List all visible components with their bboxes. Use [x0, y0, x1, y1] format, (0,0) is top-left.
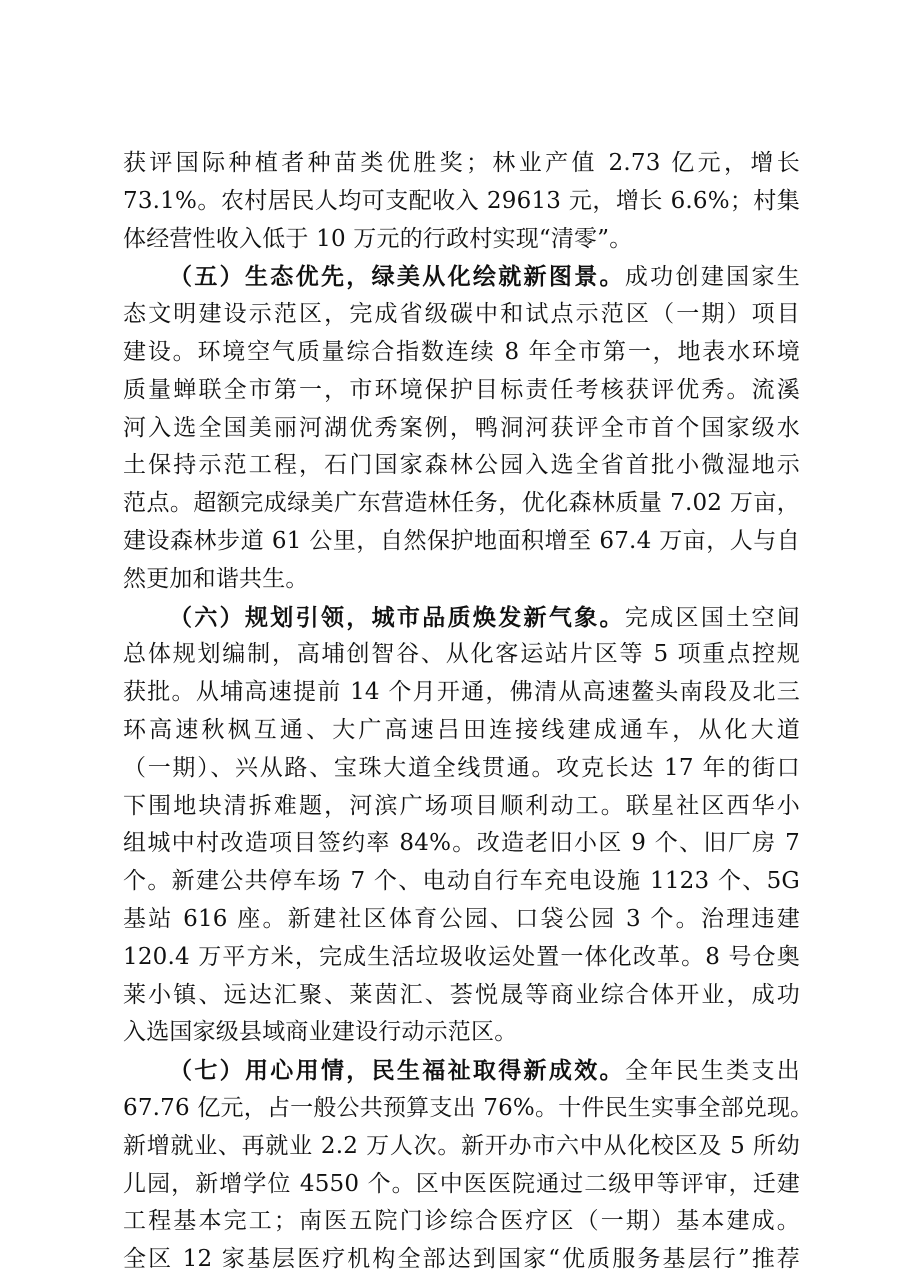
text-line: 入选国家级县域商业建设行动示范区。	[123, 1019, 518, 1046]
text-line: 新增就业、再就业 2.2 万人次。新开办市六中从化校区及 5 所幼	[123, 1132, 800, 1159]
section-heading: （五）生态优先，绿美从化绘就新图景。	[169, 263, 625, 291]
text-line: 67.76 亿元，占一般公共预算支出 76%。十件民生实事全部兑现。	[123, 1094, 814, 1121]
paragraph-planning	[123, 599, 800, 1053]
document-page	[123, 145, 814, 1279]
text-line: 获批。从埔高速提前 14 个月开通，佛清从高速鳌头南段及北三	[123, 679, 800, 706]
text-span: 完成区国土空间	[624, 604, 800, 631]
text-line: 总体规划编制，高埔创智谷、从化客运站片区等 5 项重点控规	[123, 641, 800, 668]
text-line: 体经营性收入低于 10 万元的行政村实现“清零”。	[123, 225, 633, 252]
text-line: 基站 616 座。新建社区体育公园、口袋公园 3 个。治理违建	[123, 905, 800, 932]
text-line: 范点。超额完成绿美广东营造林任务，优化森林质量 7.02 万亩，	[123, 490, 800, 517]
paragraph-agriculture-continued	[123, 145, 800, 258]
text-line: 个。新建公共停车场 7 个、电动自行车充电设施 1123 个、5G	[123, 868, 800, 895]
text-line	[123, 258, 800, 296]
text-line: 组城中村改造项目签约率 84%。改造老旧小区 9 个、旧厂房 7	[123, 830, 800, 857]
text-line	[123, 1052, 800, 1090]
text-line: 土保持示范工程，石门国家森林公园入选全省首批小微湿地示	[123, 452, 800, 479]
text-line: 全区 12 家基层医疗机构全部达到国家“优质服务基层行”推荐	[123, 1246, 800, 1273]
text-line: 获评国际种植者种苗类优胜奖；林业产值 2.73 亿元，增长	[123, 150, 800, 176]
text-line: （一期）、兴从路、宝珠大道全线贯通。攻克长达 17 年的街口	[123, 754, 800, 781]
text-line: 儿园，新增学位 4550 个。区中医医院通过二级甲等评审，迁建	[123, 1170, 800, 1197]
text-line: 态文明建设示范区，完成省级碳中和试点示范区（一期）项目	[123, 301, 800, 328]
text-line: 然更加和谐共生。	[123, 565, 309, 592]
text-line: 环高速秋枫互通、大广高速吕田连接线建成通车，从化大道	[123, 716, 800, 743]
text-line: 莱小镇、远达汇聚、莱茵汇、荟悦晟等商业综合体开业，成功	[123, 981, 800, 1008]
paragraph-livelihood	[123, 1052, 814, 1279]
text-line: 工程基本完工；南医五院门诊综合医疗区（一期）基本建成。	[123, 1208, 800, 1235]
text-line: 下围地块清拆难题，河滨广场项目顺利动工。联星社区西华小	[123, 792, 800, 819]
text-line	[123, 599, 800, 637]
text-line: 河入选全国美丽河湖优秀案例，鸭洞河获评全市首个国家级水	[123, 414, 800, 441]
text-line: 73.1%。农村居民人均可支配收入 29613 元，增长 6.6%；村集	[123, 187, 800, 214]
text-span: 成功创建国家生	[624, 264, 800, 291]
text-line: 质量蝉联全市第一，市环境保护目标责任考核获评优秀。流溪	[123, 376, 800, 403]
paragraph-ecology	[123, 258, 800, 598]
text-span: 全年民生类支出	[624, 1058, 800, 1085]
section-heading: （七）用心用情，民生福祉取得新成效。	[169, 1057, 625, 1085]
section-heading: （六）规划引领，城市品质焕发新气象。	[169, 603, 625, 631]
text-line: 120.4 万平方米，完成生活垃圾收运处置一体化改革。8 号仓奥	[123, 943, 800, 970]
text-line: 建设。环境空气质量综合指数连续 8 年全市第一，地表水环境	[123, 338, 800, 365]
text-line: 建设森林步道 61 公里，自然保护地面积增至 67.4 万亩，人与自	[123, 527, 800, 554]
